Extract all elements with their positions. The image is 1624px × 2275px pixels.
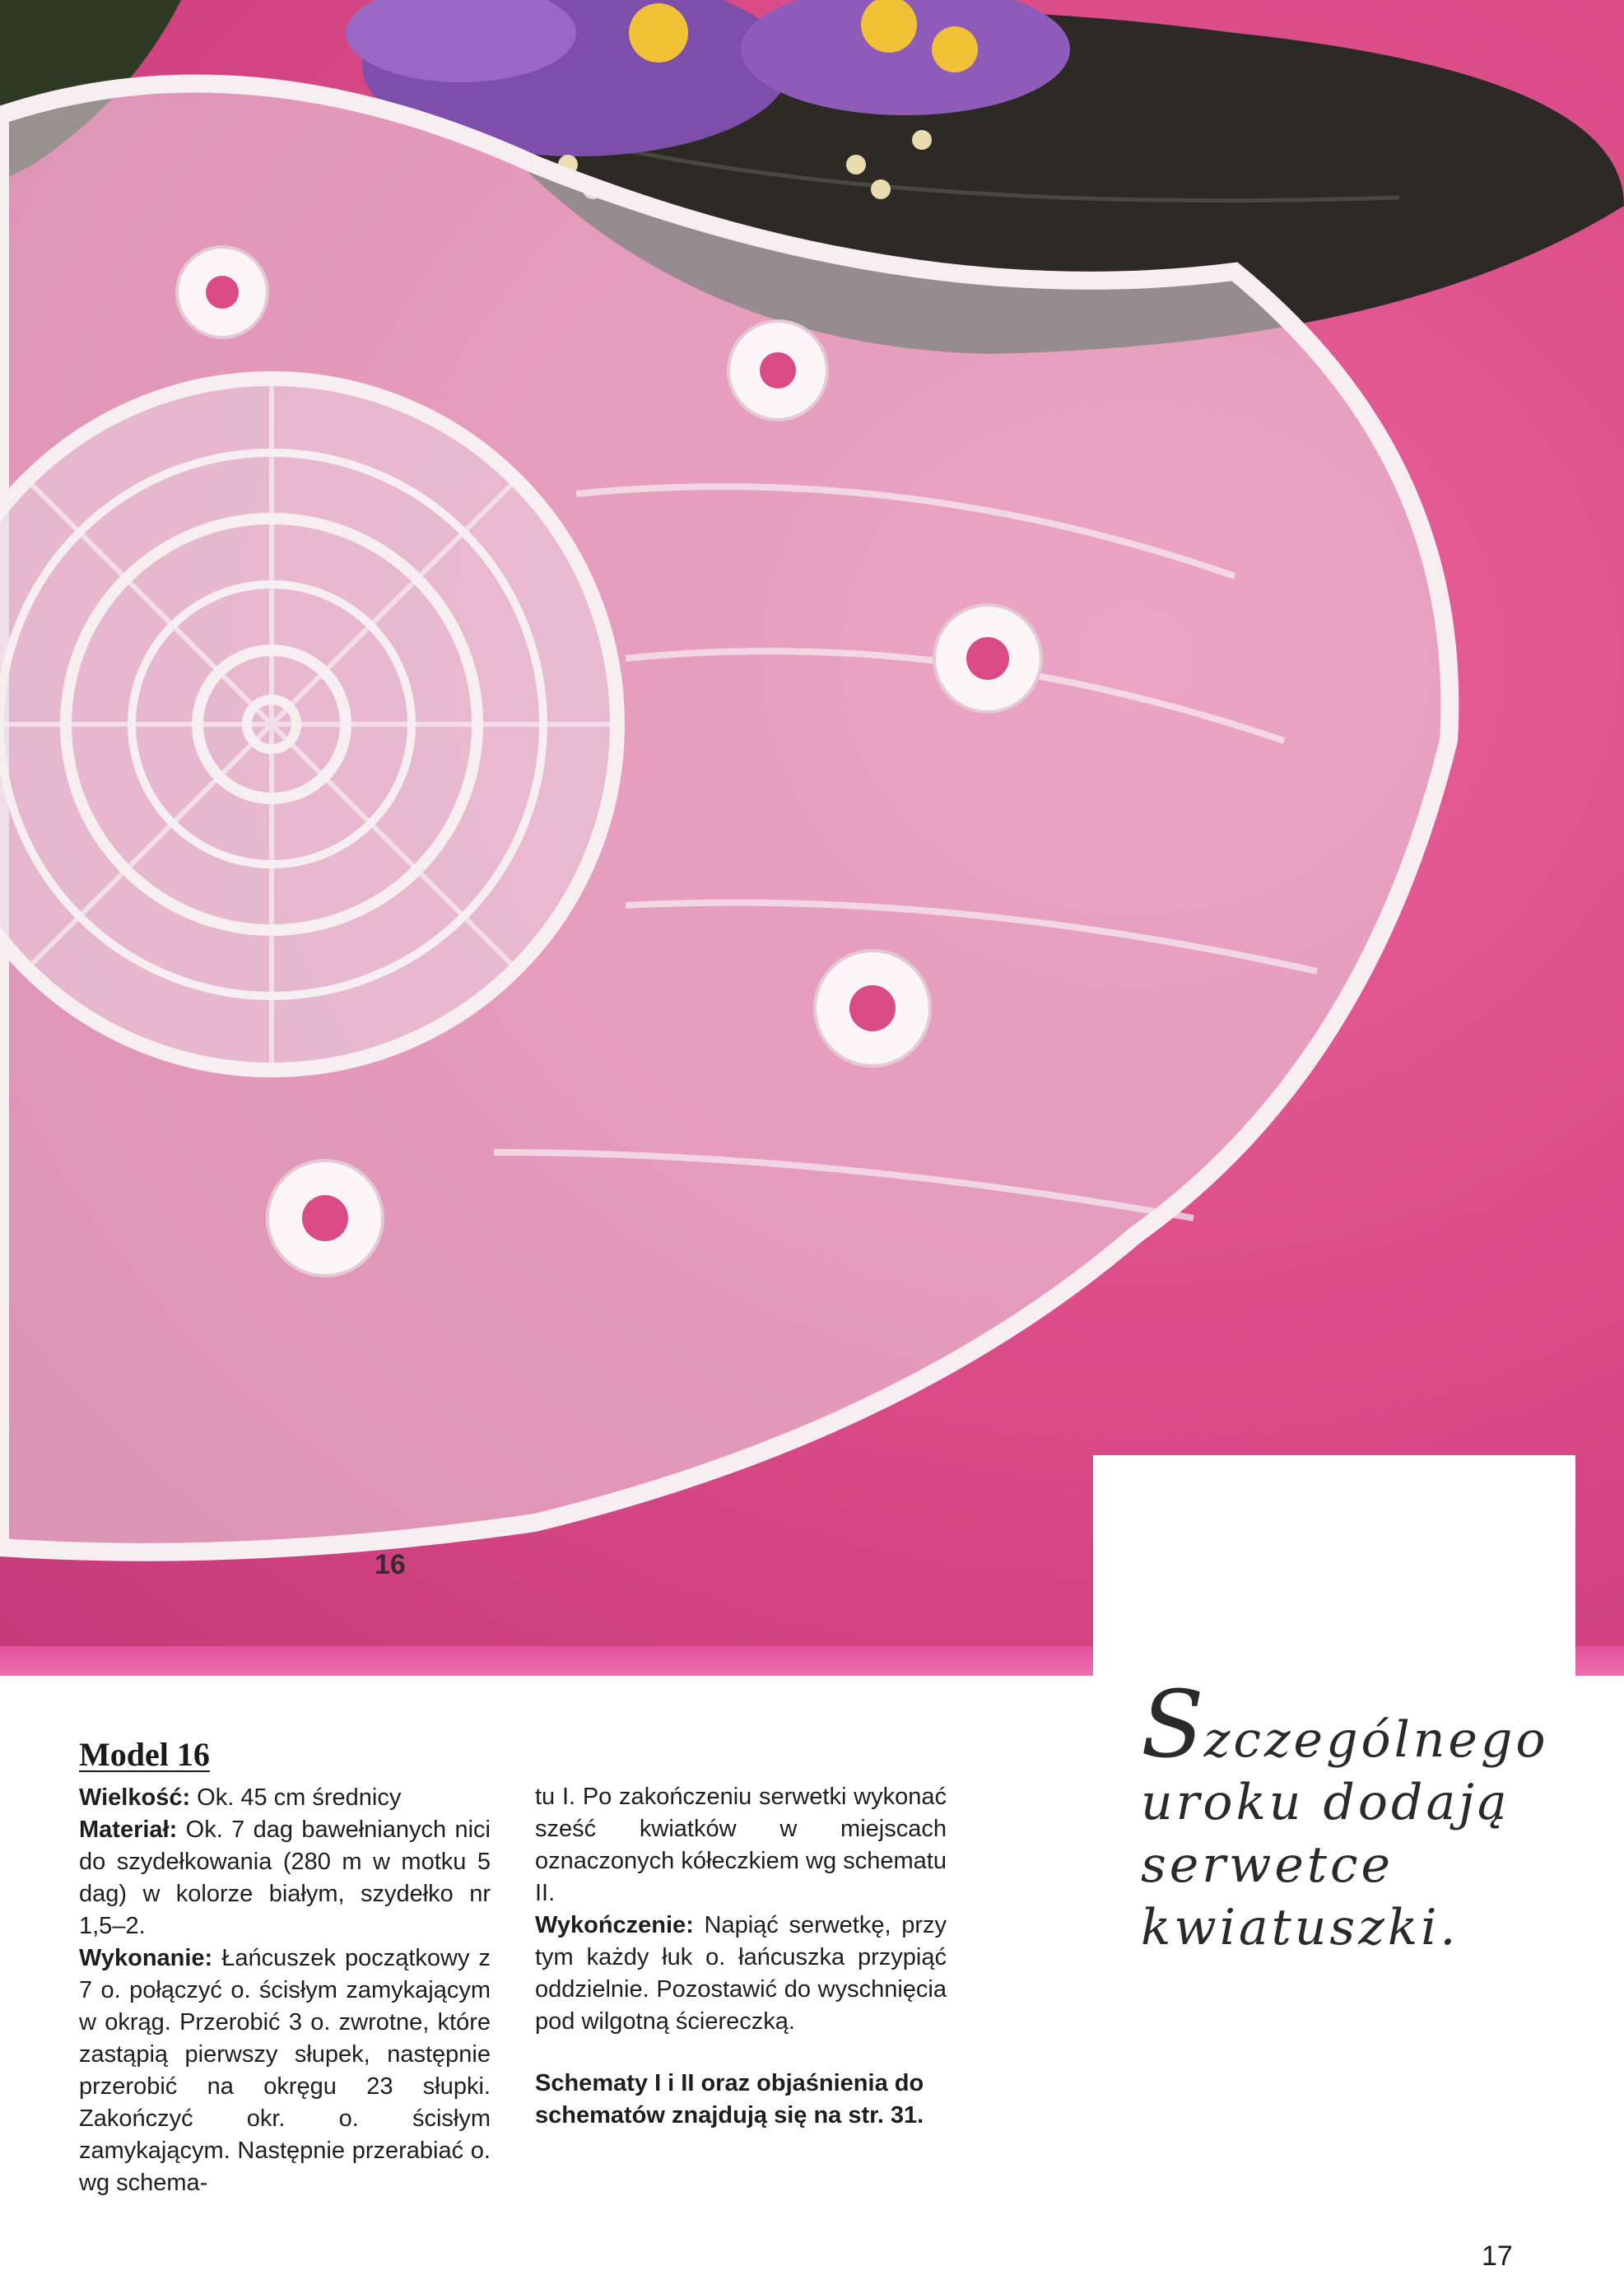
model-title: Model 16 [79, 1736, 210, 1773]
quote-line-2: uroku dodają [1141, 1774, 1510, 1831]
material-label: Materiał: [79, 1817, 178, 1843]
execution-continued: tu I. Po zakończeniu serwetki wykonać sześć kwiatków w miejscach oznaczonych kółeczkiem wg schematu II. [535, 1784, 947, 1906]
finish-label: Wykończenie: [535, 1912, 694, 1938]
quote-line-1: zczególnego [1203, 1711, 1549, 1769]
quote-box [1093, 1455, 1575, 2262]
schematics-note: Schematy I i II oraz objaśnienia do schematów znajdują się na str. 31. [535, 2070, 924, 2128]
size-label: Wielkość: [79, 1784, 191, 1811]
article-column-1 [79, 1735, 491, 2199]
size-text: Ok. 45 cm średnicy [190, 1784, 402, 1811]
pull-quote [1141, 1672, 1569, 1959]
quote-line-3: serwetce [1141, 1836, 1394, 1894]
material-text: Ok. 7 dag bawełnianych nici do szydełkowania (280 m w motku 5 dag) w kolorze białym, szydełko nr 1,5–2. [79, 1817, 491, 1939]
finish-text: Napiąć serwetkę, przy tym każdy łuk o. łańcuszka przypiąć oddzielnie. Pozostawić do wyschnięcia pod wilgotną ściereczką. [535, 1912, 947, 2035]
page-number: 17 [1482, 2240, 1513, 2272]
photo-model-number: 16 [375, 1549, 406, 1580]
article-column-2 [535, 1781, 947, 2156]
execution-text: Łańcuszek początkowy z 7 o. połączyć o. ścisłym zamykającym w okrąg. Przerobić 3 o. zwrotne, które zastąpią pierwszy słupek, następnie przerobić na okręgu 23 słupki. Zakończyć okr. o. ścisłym zamykającym. Następnie przerabiać o. wg schema- [79, 1945, 491, 2196]
material-paragraph [79, 1814, 491, 1942]
quote-line-4: kwiatuszki. [1141, 1899, 1459, 1956]
size-paragraph [79, 1782, 491, 1814]
finish-paragraph [535, 1910, 947, 2038]
execution-label: Wykonanie: [79, 1945, 213, 1971]
execution-paragraph [79, 1942, 491, 2199]
quote-dropcap: S [1141, 1672, 1204, 1779]
